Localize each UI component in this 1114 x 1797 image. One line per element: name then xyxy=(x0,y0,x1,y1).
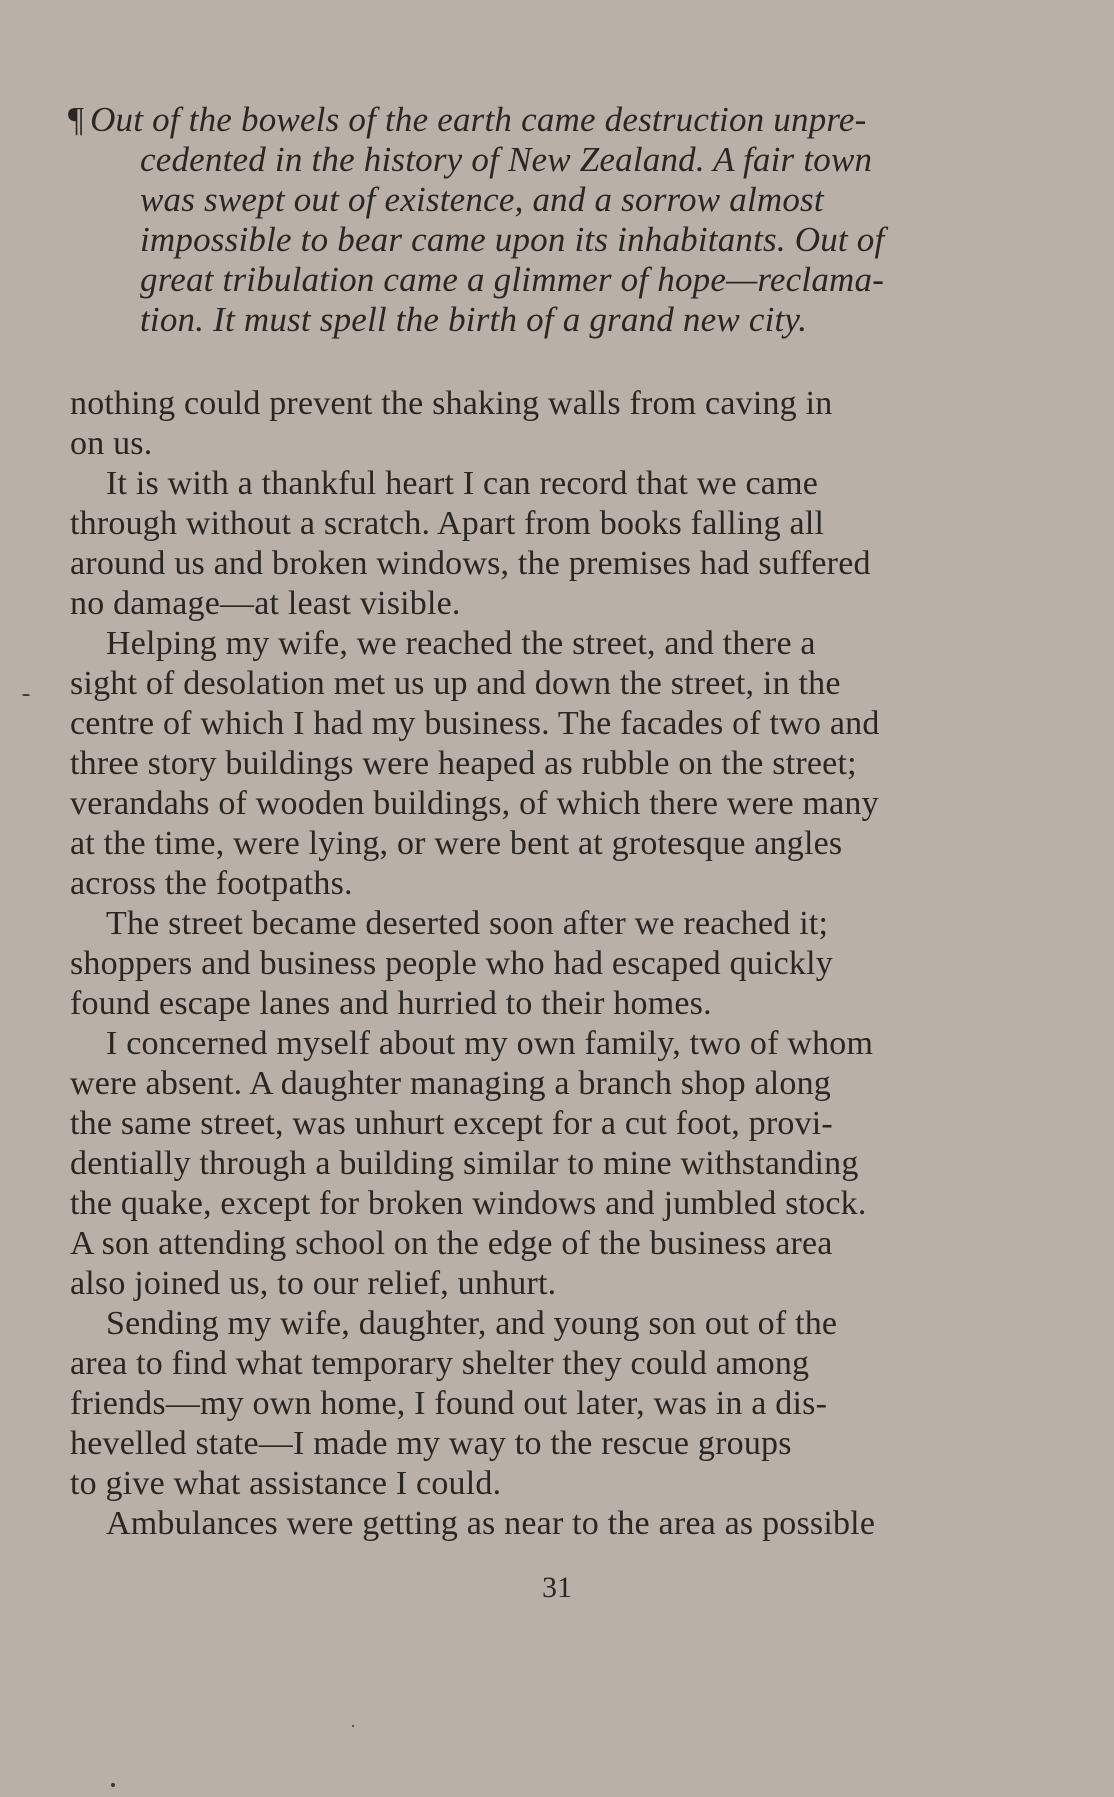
text-line: nothing could prevent the shaking walls from caving in xyxy=(70,385,833,422)
text-line: around us and broken windows, the premises had suffered xyxy=(70,545,871,582)
text-line: three story buildings were heaped as rubble on the street; xyxy=(70,745,857,782)
text-line: found escape lanes and hurried to their homes. xyxy=(70,985,712,1022)
text-line: It is with a thankful heart I can record that we came xyxy=(106,465,819,502)
paper-speck xyxy=(352,1725,354,1727)
epigraph-text: Out of the bowels of the earth came destruction unpre- xyxy=(90,100,867,139)
text-line: friends—my own home, I found out later, was in a dis- xyxy=(70,1385,828,1422)
text-line: dentially through a building similar to mine withstanding xyxy=(70,1145,859,1182)
epigraph-line xyxy=(68,100,980,140)
text-line: Sending my wife, daughter, and young son out of the xyxy=(106,1305,838,1342)
text-line: A son attending school on the edge of the business area xyxy=(70,1225,833,1262)
epigraph-line: great tribulation came a glimmer of hope—reclama- xyxy=(140,260,885,299)
body-text xyxy=(70,384,980,1544)
epigraph-line: was swept out of existence, and a sorrow almost xyxy=(140,180,824,219)
text-line: area to find what temporary shelter they could among xyxy=(70,1345,810,1382)
page-number: 31 xyxy=(542,1571,572,1604)
text-line: the quake, except for broken windows and jumbled stock. xyxy=(70,1185,867,1222)
text-line: hevelled state—I made my way to the rescue groups xyxy=(70,1425,792,1462)
text-line: also joined us, to our relief, unhurt. xyxy=(70,1265,557,1302)
text-line: across the footpaths. xyxy=(70,865,353,902)
text-line: sight of desolation met us up and down the street, in the xyxy=(70,665,841,702)
text-line: Helping my wife, we reached the street, and there a xyxy=(106,625,816,662)
text-line: were absent. A daughter managing a branch shop along xyxy=(70,1065,832,1102)
text-line: the same street, was unhurt except for a cut foot, provi- xyxy=(70,1105,833,1142)
text-line: to give what assistance I could. xyxy=(70,1465,502,1502)
text-line: centre of which I had my business. The facades of two and xyxy=(70,705,880,742)
epigraph-line: tion. It must spell the birth of a grand new city. xyxy=(140,300,808,339)
text-line: at the time, were lying, or were bent at grotesque angles xyxy=(70,825,843,862)
epigraph-line: cedented in the history of New Zealand. A fair town xyxy=(140,140,873,179)
paper-speck xyxy=(22,694,30,696)
text-line: shoppers and business people who had escaped quickly xyxy=(70,945,833,982)
text-line: The street became deserted soon after we reached it; xyxy=(106,905,829,942)
pilcrow-mark: ¶ xyxy=(68,100,85,139)
text-line: no damage—at least visible. xyxy=(70,585,461,622)
epigraph-line: impossible to bear came upon its inhabitants. Out of xyxy=(140,220,885,259)
text-line: verandahs of wooden buildings, of which there were many xyxy=(70,785,879,822)
paper-speck xyxy=(111,1783,115,1787)
text-line: Ambulances were getting as near to the area as possible xyxy=(106,1505,876,1542)
epigraph xyxy=(68,100,980,340)
text-line: I concerned myself about my own family, two of whom xyxy=(106,1025,874,1062)
text-line: through without a scratch. Apart from books falling all xyxy=(70,505,825,542)
text-line: on us. xyxy=(70,425,153,462)
